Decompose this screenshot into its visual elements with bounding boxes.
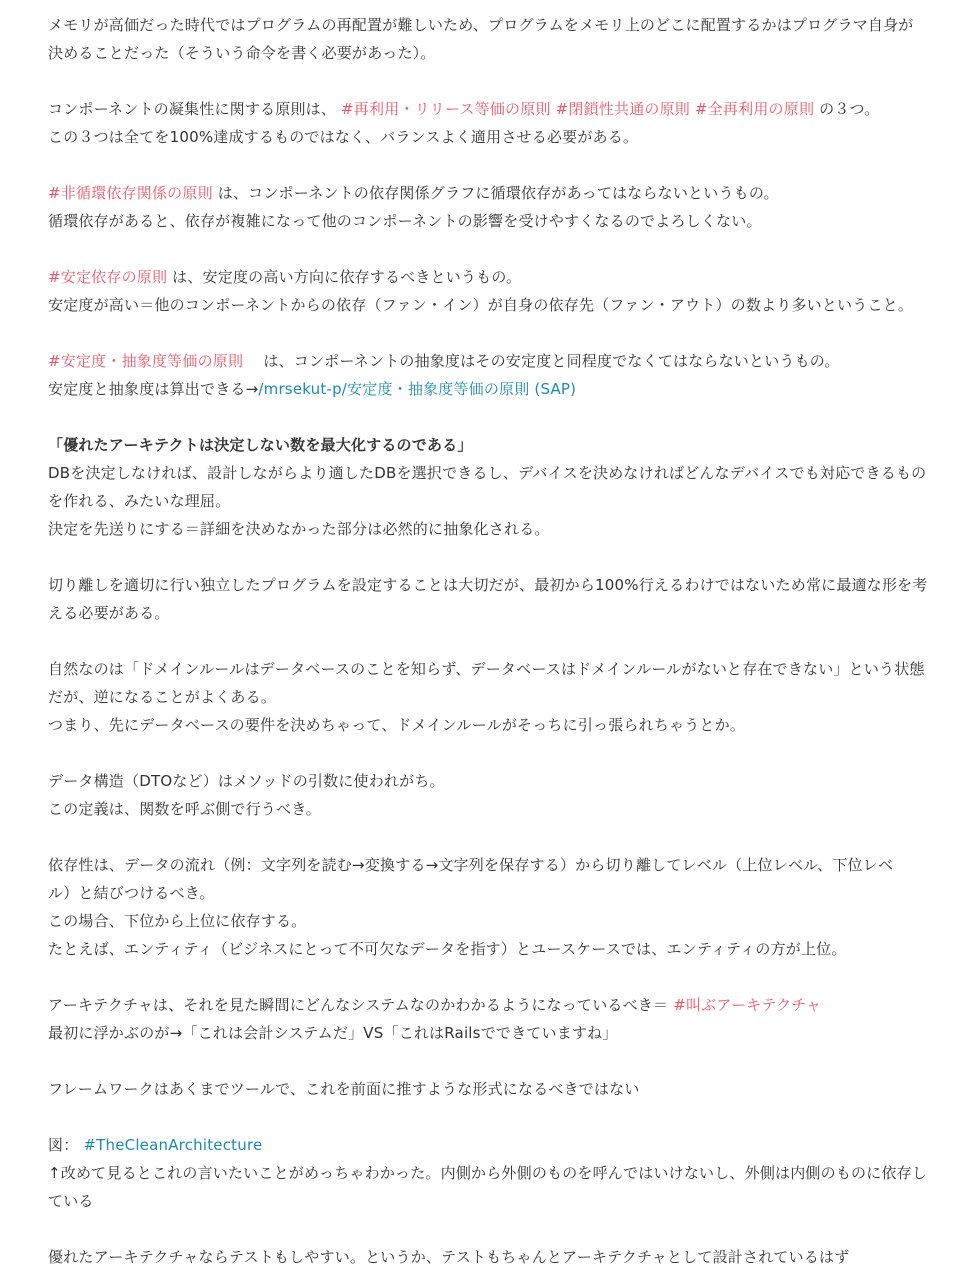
- text-span: は、安定度の高い方向に依存するべきというもの。: [172, 268, 522, 286]
- text-line: だが、逆になることがよくある。: [48, 688, 277, 706]
- hashtag-link[interactable]: #閉鎖性共通の原則: [555, 100, 690, 118]
- text-line: この３つは全てを100%達成するものではなく、バランスよく適用させる必要がある。: [48, 128, 639, 146]
- text-line: 決定を先送りにする＝詳細を決めなかった部分は必然的に抽象化される。: [48, 520, 550, 538]
- text-span: 図：: [48, 1136, 79, 1154]
- text-span: は、コンポーネントの抽象度はその安定度と同程度でなくてはならないというもの。: [248, 352, 840, 370]
- text-line: 優れたアーキテクチャならテストもしやすい。というか、テストもちゃんとアーキテクチャとして設計されているはず: [48, 1248, 850, 1266]
- text-line: える必要がある。: [48, 604, 170, 622]
- text-line: [48, 347, 909, 375]
- text-line: データ構造（DTOなど）はメソッドの引数に使われがち。: [48, 772, 445, 790]
- hashtag-link[interactable]: #再利用・リリース等価の原則: [341, 100, 551, 118]
- text-line: [48, 179, 909, 207]
- text-line: メモリが高価だった時代ではプログラムの再配置が難しいため、プログラムをメモリ上のどこに配置するかはプログラマ自身が: [48, 16, 914, 34]
- text-line: 安定度が高い＝他のコンポーネントからの依存（ファン・イン）が自身の依存先（ファン・アウト）の数より多いということ。: [48, 296, 914, 314]
- text-span: の３つ。: [819, 100, 880, 118]
- text-line: この定義は、関数を呼ぶ側で行うべき。: [48, 800, 322, 818]
- hashtag-link[interactable]: #非循環依存関係の原則: [48, 184, 213, 202]
- quote-heading: 「優れたアーキテクトは決定しない数を最大化するのである」: [48, 436, 473, 454]
- text-line: 切り離しを適切に行い独立したプログラムを設定することは大切だが、最初から100%行えるわけではないため常に最適な形を考: [48, 576, 928, 594]
- text-line: [48, 263, 909, 291]
- text-line: [48, 375, 909, 403]
- text-line: DBを決定しなければ、設計しながらより適したDBを選択できるし、デバイスを決めなければどんなデバイスでも対応できるもの: [48, 464, 927, 482]
- page-link[interactable]: #TheCleanArchitecture: [83, 1136, 263, 1154]
- text-line: 循環依存があると、依存が複雑になって他のコンポーネントの影響を受けやすくなるのでよろしくない。: [48, 212, 762, 230]
- text-line: [48, 1131, 909, 1159]
- text-line: 最初に浮かぶのが→「これは会計システムだ」VS「これはRailsでできていますね」: [48, 1024, 618, 1042]
- text-line: 依存性は、データの流れ（例：文字列を読む→変換する→文字列を保存する）から切り離してレベル（上位レベル、下位レベ: [48, 856, 894, 874]
- text-line: [48, 991, 909, 1019]
- text-span: アーキテクチャは、それを見た瞬間にどんなシステムなのかわかるようになっているべき＝: [48, 996, 669, 1014]
- page-link[interactable]: /mrsekut-p/安定度・抽象度等価の原則 (SAP): [258, 380, 577, 398]
- text-line: 決めることだった（そういう命令を書く必要があった）。: [48, 44, 436, 62]
- text-line: [48, 95, 909, 123]
- hashtag-link[interactable]: #叫ぶアーキテクチャ: [673, 996, 822, 1014]
- text-span: は、コンポーネントの依存関係グラフに循環依存があってはならないというもの。: [217, 184, 779, 202]
- text-line: この場合、下位から上位に依存する。: [48, 912, 307, 930]
- hashtag-link[interactable]: #安定依存の原則: [48, 268, 168, 286]
- text-line: ている: [48, 1192, 94, 1210]
- hashtag-link[interactable]: #安定度・抽象度等価の原則: [48, 352, 244, 370]
- text-line: 自然なのは「ドメインルールはデータベースのことを知らず、データベースはドメインルールがないと存在できない」という状態: [48, 660, 925, 678]
- text-line: ル）と結びつけるべき。: [48, 884, 215, 902]
- text-span: コンポーネントの凝集性に関する原則は、: [48, 100, 337, 118]
- text-line: つまり、先にデータベースの要件を決めちゃって、ドメインルールがそっちに引っ張られちゃうとか。: [48, 716, 746, 734]
- text-span: 安定度と抽象度は算出できる→: [48, 380, 259, 398]
- text-line: フレームワークはあくまでツールで、これを前面に推すような形式になるべきではない: [48, 1080, 640, 1098]
- text-line: たとえば、エンティティ（ビジネスにとって不可欠なデータを指す）とユースケースでは、エンティティの方が上位。: [48, 940, 847, 958]
- text-line: を作れる、みたいな理屈。: [48, 492, 231, 510]
- hashtag-link[interactable]: #全再利用の原則: [694, 100, 815, 118]
- text-line: ↑改めて見るとこれの言いたいことがめっちゃわかった。内側から外側のものを呼んではいけないし、外側は内側のものに依存し: [48, 1164, 928, 1182]
